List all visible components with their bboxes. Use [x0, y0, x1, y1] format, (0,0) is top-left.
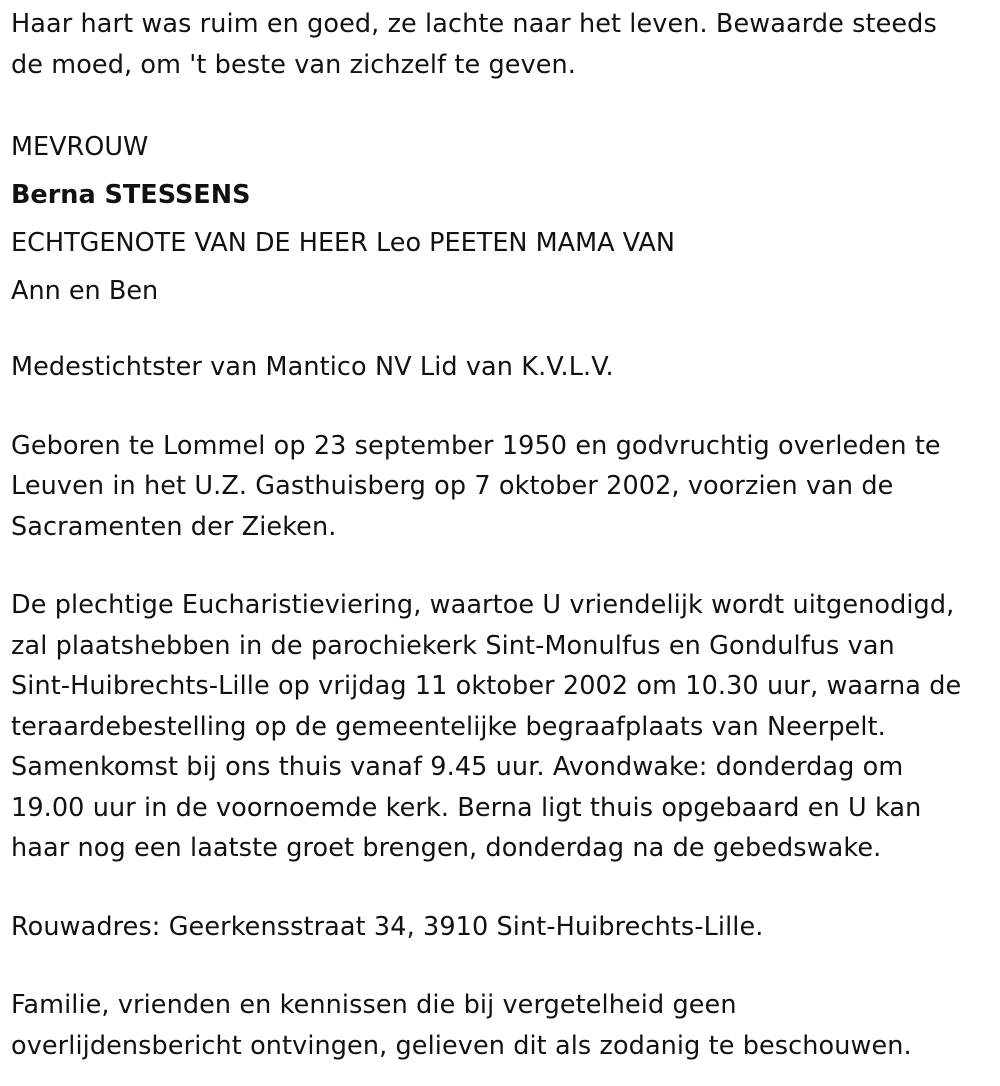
spacer — [11, 85, 996, 123]
spacer — [11, 315, 996, 347]
spacer — [11, 947, 996, 985]
obituary-notice — [11, 4, 996, 1066]
spouse-line: ECHTGENOTE VAN DE HEER Leo PEETEN MAMA VAN — [11, 228, 675, 258]
mourning-address: Rouwadres: Geerkensstraat 34, 3910 Sint-Huibrechts-Lille. — [11, 911, 764, 942]
birth-death-paragraph: Geboren te Lommel op 23 september 1950 en godvruchtig overleden te Leuven in het U.Z. Gasthuisberg op 7 oktober 2002, voorzien van de Sacramenten der Zieken. — [11, 430, 941, 542]
ceremony-paragraph: De plechtige Eucharistieviering, waartoe U vriendelijk wordt uitgenodigd, zal plaatshebben in de parochiekerk Sint-Monulfus en Gondulfus van Sint-Huibrechts-Lille op vrijdag 11 oktober 2002 om 10.30 uur, waarna de teraardebestelling op de gemeentelijke begraafplaats van Neerpelt. Samenkomst bij ons thuis vanaf 9.45 uur. Avondwake: donderdag om 19.00 uur in de voornoemde kerk. Berna ligt thuis opgebaard en U kan haar nog een laatste groet brengen, donderdag na de gebedswake. — [11, 590, 962, 863]
spacer — [11, 547, 996, 585]
honorific-title: MEVROUW — [11, 132, 149, 162]
closing-paragraph: Familie, vrienden en kennissen die bij vergetelheid geen overlijdensbericht ontvingen, gelieven dit als zodanig te beschouwen. — [11, 990, 912, 1061]
spacer — [11, 869, 996, 907]
deceased-name: Berna STESSENS — [11, 180, 251, 210]
role-line: Medestichtster van Mantico NV Lid van K.V.L.V. — [11, 352, 614, 382]
memorial-verse: Haar hart was ruim en goed, ze lachte naar het leven. Bewaarde steeds de moed, om 't beste van zichzelf te geven. — [11, 9, 937, 80]
children-line: Ann en Ben — [11, 276, 159, 306]
spacer — [11, 388, 996, 426]
